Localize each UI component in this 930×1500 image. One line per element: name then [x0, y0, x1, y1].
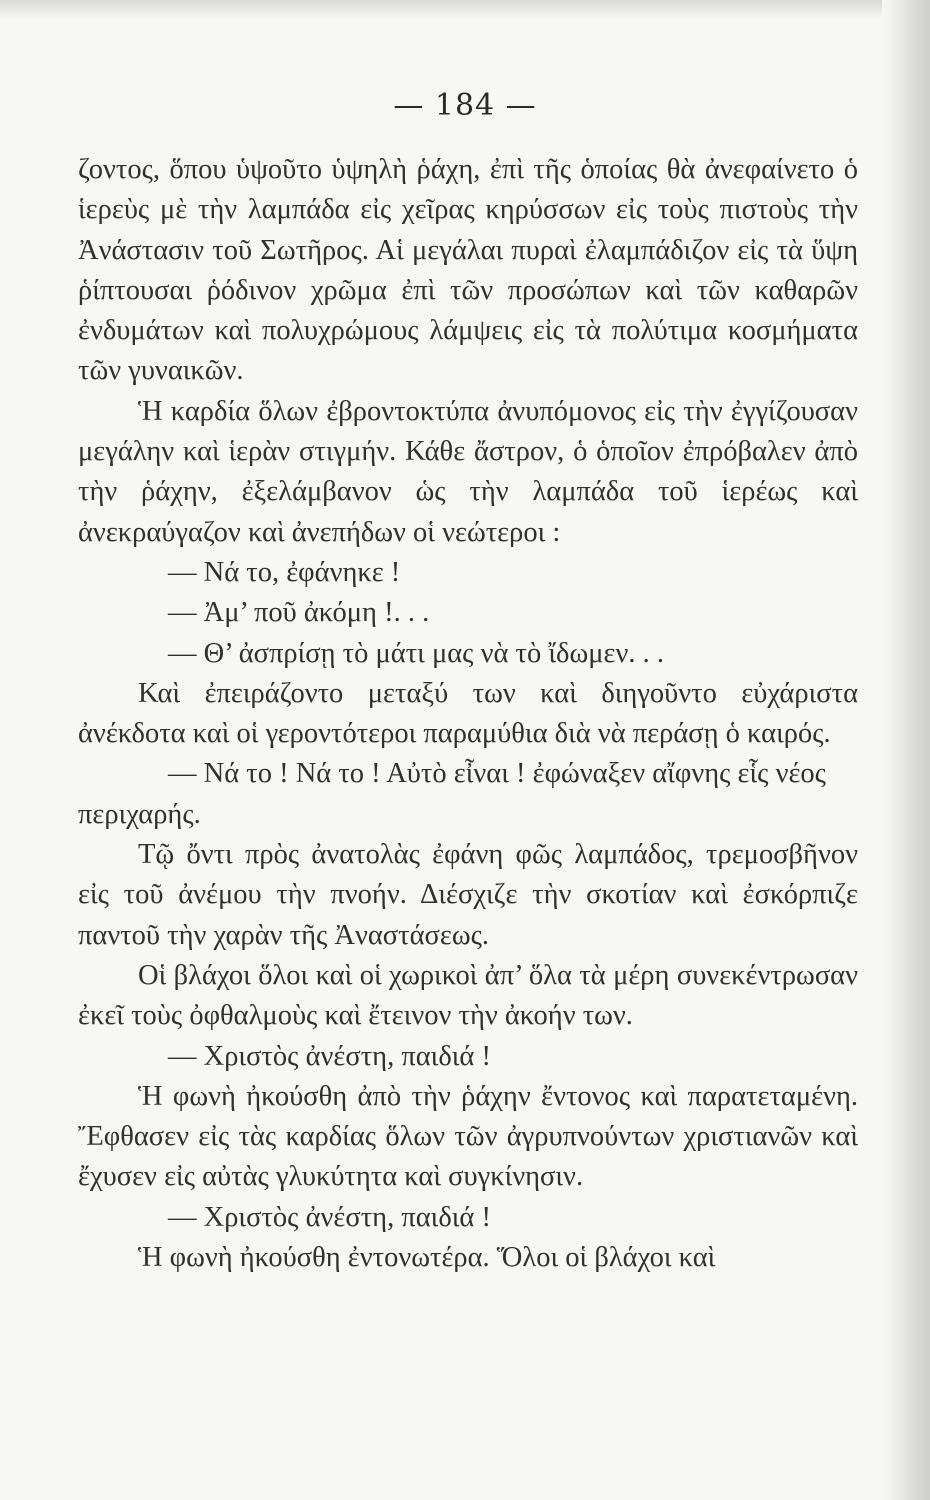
- dialogue-line: — Χριστὸς ἀνέστη, παιδιά !: [168, 1040, 491, 1072]
- dialogue-line: — Ἀμ’ ποῦ ἀκόμη !. . .: [168, 597, 430, 629]
- page-number: — 184 —: [393, 88, 537, 123]
- paragraph: Ἡ φωνὴ ἠκούσθη ἀπὸ τὴν ῥάχην ἔντονος καὶ παρατεταμένη. Ἔφθασεν εἰς τὰς καρδίας ὅλων τῶν ἀγρυπνούντων χριστιανῶν καὶ ἔχυσεν εἰς αὐτὰς γλυκύτητα καὶ συγκίνησιν.: [78, 1080, 858, 1193]
- paragraph: Ἡ καρδία ὅλων ἐβροντοκτύπα ἀνυπόμονος εἰς τὴν ἐγγίζουσαν μεγάλην καὶ ἱερὰν στιγμήν. Κάθε ἄστρον, ὁ ὁποῖον ἐπρόβαλεν ἀπὸ τὴν ῥάχην, ἐξελάμβανον ὡς τὴν λαμπάδα τοῦ ἱερέως καὶ ἀνεκραύγαζον καὶ ἀνεπήδων οἱ νεώτεροι :: [78, 395, 858, 548]
- dialogue-line: — Νά το ! Νά το ! Αὐτὸ εἶναι ! ἐφώναξεν αἴφνης εἷς νέος περιχαρής.: [78, 758, 826, 830]
- paragraph-continuation: ζοντος, ὅπου ὑψοῦτο ὑψηλὴ ῥάχη, ἐπὶ τῆς ὁποίας θὰ ἀνεφαίνετο ὁ ἱερεὺς μὲ τὴν λαμπάδα εἰς χεῖρας κηρύσσων εἰς τοὺς πιστοὺς τὴν Ἀνάστασιν τοῦ Σωτῆρος. Αἱ μεγάλαι πυραὶ ἐλαμπάδιζον εἰς τὰ ὕψη ῥίπτουσαι ῥόδινον χρῶμα ἐπὶ τῶν προσώπων καὶ τῶν καθαρῶν ἐνδυμάτων καὶ πολυχρώμους λάμψεις εἰς τὰ πολύτιμα κοσμήματα τῶν γυναικῶν.: [78, 154, 858, 387]
- dialogue-line: — Χριστὸς ἀνέστη, παιδιά !: [168, 1201, 491, 1233]
- page-top-shadow: [0, 0, 930, 18]
- paragraph: Οἱ βλάχοι ὅλοι καὶ οἱ χωρικοὶ ἀπ’ ὅλα τὰ μέρη συνεκέντρωσαν ἐκεῖ τοὺς ὀφθαλμοὺς καὶ ἔτεινον τὴν ἀκοήν των.: [78, 959, 858, 1032]
- paragraph: Καὶ ἐπειράζοντο μεταξύ των καὶ διηγοῦντο εὐχάριστα ἀνέκδοτα καὶ οἱ γεροντότεροι παραμύθια διὰ νὰ περάσῃ ὁ καιρός.: [78, 677, 858, 750]
- paragraph: Ἡ φωνὴ ἠκούσθη ἐντονωτέρα. Ὅλοι οἱ βλάχοι καὶ: [138, 1242, 716, 1274]
- dialogue-line: — Νά το, ἐφάνηκε !: [168, 556, 401, 588]
- dialogue-line: — Θ’ ἀσπρίσῃ τὸ μάτι μας νὰ τὸ ἴδωμεν. . .: [168, 637, 664, 669]
- paragraph: Τῷ ὄντι πρὸς ἀνατολὰς ἐφάνη φῶς λαμπάδος, τρεμοσβῆνον εἰς τοῦ ἀνέμου τὴν πνοήν. Διέσχιζε τὴν σκοτίαν καὶ ἐσκόρπιζε παντοῦ τὴν χαρὰν τῆς Ἀναστάσεως.: [78, 839, 858, 951]
- page-binding-edge: [882, 0, 930, 1500]
- page-body-text: [78, 150, 858, 1278]
